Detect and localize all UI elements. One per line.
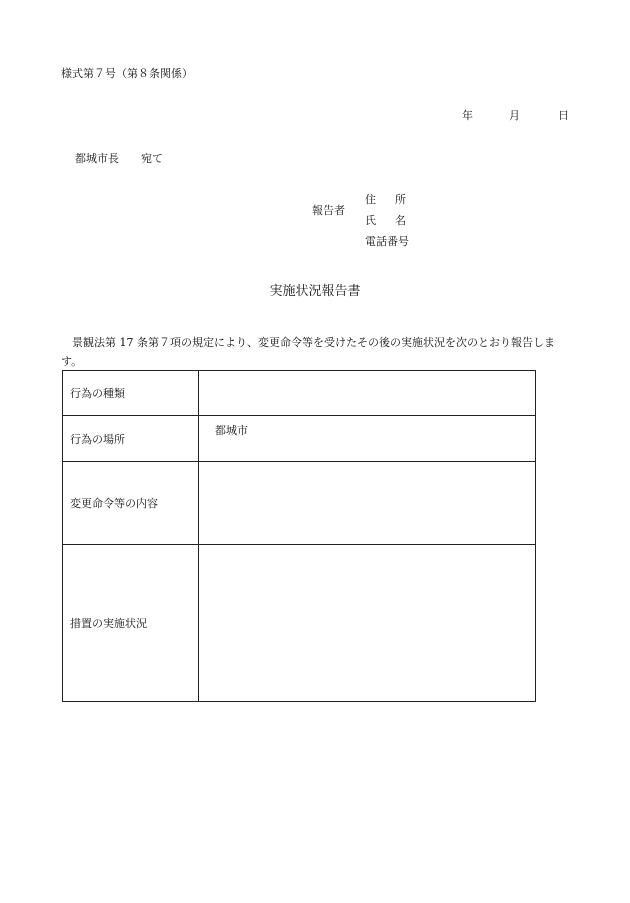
row-value-measure-status[interactable] xyxy=(199,545,536,702)
addressee xyxy=(75,152,163,166)
row-label-measure-status: 措置の実施状況 xyxy=(63,545,199,702)
form-number: 様式第７号（第８条関係） xyxy=(61,67,193,80)
addressee-name: 都城市長 xyxy=(75,152,119,165)
row-value-order-content[interactable] xyxy=(199,462,536,545)
table-row xyxy=(63,371,536,416)
addressee-honorific: 宛て xyxy=(141,152,163,165)
row-label-action-type: 行為の種類 xyxy=(63,371,199,416)
date-year-label: 年 xyxy=(462,109,473,122)
reporter-name-label: 氏名 xyxy=(365,214,425,227)
document-title: 実施状況報告書 xyxy=(269,284,361,299)
reporter-label: 報告者 xyxy=(312,204,345,217)
row-value-action-location[interactable]: 都城市 xyxy=(199,416,536,462)
date-row xyxy=(0,109,630,123)
report-table xyxy=(62,370,536,702)
intro-paragraph xyxy=(61,333,576,371)
table-row xyxy=(63,462,536,545)
row-label-action-location: 行為の場所 xyxy=(63,416,199,462)
reporter-phone-label: 電話番号 xyxy=(365,235,409,248)
table-row xyxy=(63,416,536,462)
table-row xyxy=(63,545,536,702)
reporter-address-label: 住所 xyxy=(365,193,425,206)
row-label-order-content: 変更命令等の内容 xyxy=(63,462,199,545)
row-value-action-type[interactable] xyxy=(199,371,536,416)
date-month-label: 月 xyxy=(509,109,520,122)
intro-text: 景観法第 17 条第７項の規定により、変更命令等を受けたその後の実施状況を次のとおり報告します。 xyxy=(61,336,555,368)
date-day-label: 日 xyxy=(558,109,569,122)
